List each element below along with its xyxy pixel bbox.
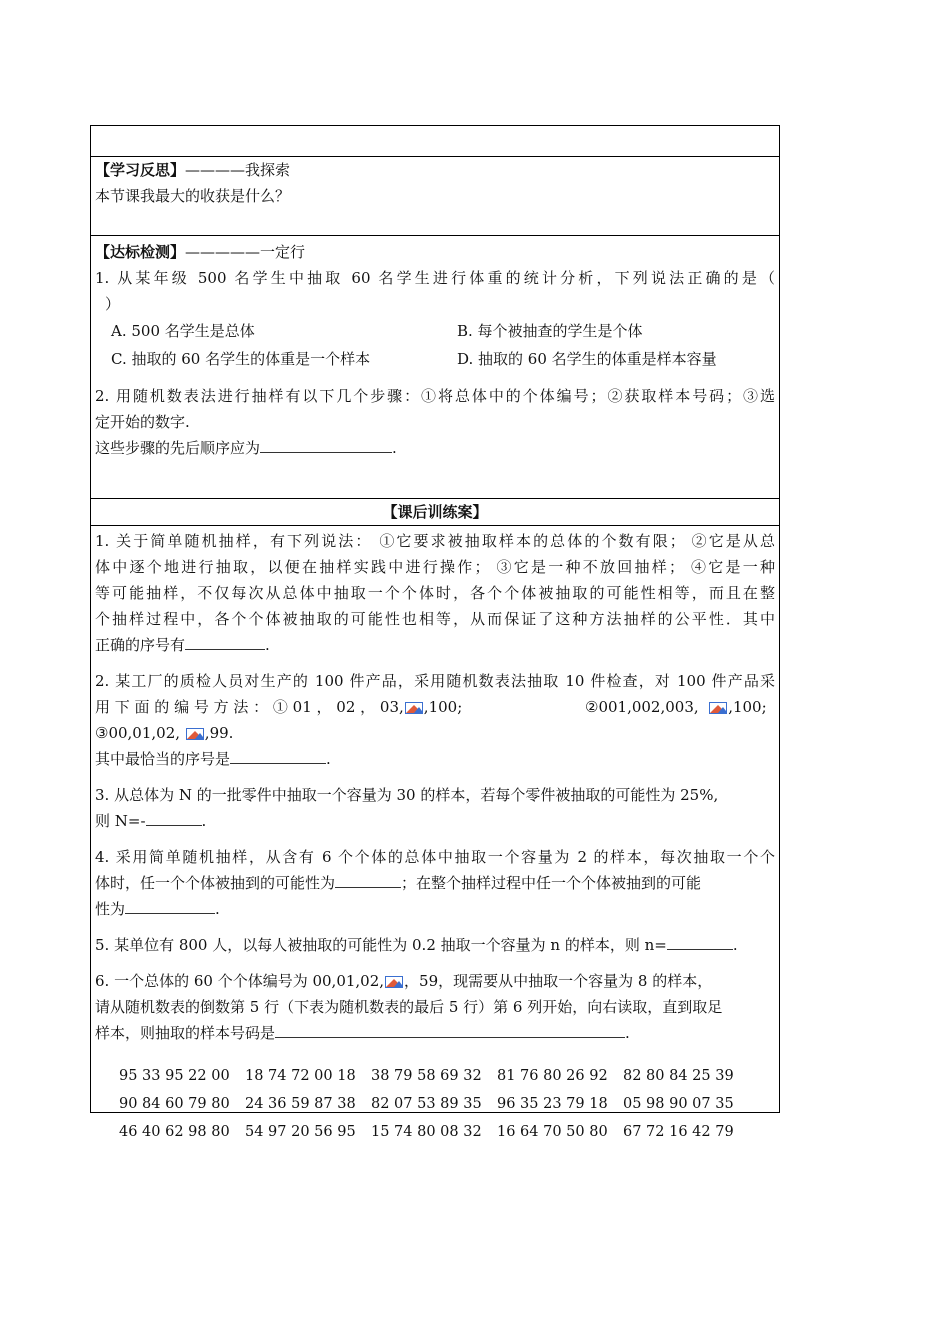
- answer-blank[interactable]: [146, 808, 202, 826]
- period: .: [732, 936, 738, 954]
- hw-q2-line4: 其中最恰当的序号是: [95, 750, 231, 768]
- period: .: [201, 812, 207, 830]
- check-title: 【达标检测】: [95, 243, 186, 261]
- hw-q3-line2: 则 N=-: [95, 812, 146, 830]
- homework-section: [91, 498, 779, 1140]
- digit-group: 95 33 95 22 00: [119, 1068, 230, 1084]
- period: .: [392, 439, 397, 457]
- broken-image-icon: [385, 976, 403, 988]
- digit-group: 67 72 16 42 79: [623, 1124, 734, 1140]
- digit-group: 81 76 80 26 92: [497, 1068, 608, 1084]
- empty-top-row: [91, 126, 779, 156]
- check-q1-line1: 1. 从某年级 500 名学生中抽取 60 名学生进行体重的统计分析，下列说法正确的是（: [95, 269, 775, 287]
- digit-group: 90 84 60 79 80: [119, 1096, 230, 1112]
- check-section: [91, 235, 779, 498]
- digit-group: 18 74 72 00 18: [245, 1068, 356, 1084]
- hw-q2-numbering-3-end: ,99.: [204, 724, 234, 742]
- answer-blank[interactable]: [125, 896, 215, 914]
- digit-group: 82 07 53 89 35: [371, 1096, 482, 1112]
- hw-q1-line4: 个抽样过程中，各个个体被抽取的可能性也相等，从而保证了这种方法抽样的公平性．其中: [95, 610, 775, 628]
- answer-blank[interactable]: [275, 1020, 625, 1038]
- hw-q5-line: 5. 某单位有 800 人，以每人被抽取的可能性为 0.2 抽取一个容量为 n 的样本，则 n=: [95, 936, 667, 954]
- hw-q2-line1: 2. 某工厂的质检人员对生产的 100 件产品，采用随机数表法抽取 10 件检查，对 100 件产品采: [95, 672, 775, 690]
- check-q2-line2: 定开始的数字.: [95, 413, 190, 431]
- hw-q6-line1-end: ，59，现需要从中抽取一个容量为 8 的样本，: [404, 972, 713, 990]
- hw-q4-line3: 性为: [95, 900, 126, 918]
- random-number-row: [119, 1090, 775, 1118]
- broken-image-icon: [405, 702, 423, 714]
- hw-q4-line2-end: ；在整个抽样过程中任一个个体被抽到的可能: [401, 874, 702, 892]
- digit-group: 82 80 84 25 39: [623, 1068, 734, 1084]
- broken-image-icon: [186, 728, 204, 740]
- hw-q1-line3: 等可能抽样，不仅每次从总体中抽取一个个体时，各个个体被抽取的可能性相等，而且在整: [95, 584, 775, 602]
- random-number-table: [95, 1062, 775, 1146]
- hw-q2-numbering-2-end: ,100;: [728, 698, 767, 716]
- hw-q2-numbering-2: ②001,002,003,: [585, 698, 699, 716]
- random-number-row: [119, 1062, 775, 1090]
- digit-group: 24 36 59 87 38: [245, 1096, 356, 1112]
- hw-q2-numbering-1: 用 下 面 的 编 号 方 法 ： ① 01 ， 02 ， 03,: [95, 698, 404, 716]
- answer-blank[interactable]: [667, 932, 733, 950]
- hw-q3-line1: 3. 从总体为 N 的一批零件中抽取一个容量为 30 的样本，若每个零件被抽取的可能性为 25%,: [95, 786, 719, 804]
- hw-q4-line1: 4. 采用简单随机抽样，从含有 6 个个体的总体中抽取一个容量为 2 的样本，每次抽取一个个: [95, 848, 775, 866]
- answer-blank[interactable]: [230, 746, 326, 764]
- hw-q6-line3: 样本，则抽取的样本号码是: [95, 1024, 276, 1042]
- digit-group: 54 97 20 56 95: [245, 1124, 356, 1140]
- digit-group: 96 35 23 79 18: [497, 1096, 608, 1112]
- homework-title: 【课后训练案】: [382, 503, 488, 521]
- answer-blank[interactable]: [335, 870, 401, 888]
- digit-group: 16 64 70 50 80: [497, 1124, 608, 1140]
- digit-group: 46 40 62 98 80: [119, 1124, 230, 1140]
- hw-q4-line2: 体时，任一个个体被抽到的可能性为: [95, 874, 336, 892]
- check-q1-option-a: A. 500 名学生是总体: [111, 322, 255, 340]
- broken-image-icon: [709, 702, 727, 714]
- hw-q1-line5: 正确的序号有: [95, 636, 186, 654]
- hw-q6-line2: 请从随机数表的倒数第 5 行（下表为随机数表的最后 5 行）第 6 列开始，向右读取，直到取足: [95, 998, 723, 1016]
- hw-q1-line2: 体中逐个地进行抽取，以便在抽样实践中进行操作； ③它是一种不放回抽样； ④它是一种: [95, 558, 775, 576]
- check-q1-option-b: B. 每个被抽查的学生是个体: [457, 322, 643, 340]
- digit-group: 05 98 90 07 35: [623, 1096, 734, 1112]
- period: .: [265, 636, 270, 654]
- period: .: [215, 900, 220, 918]
- check-q2-line1: 2. 用随机数表法进行抽样有以下几个步骤：①将总体中的个体编号；②获取样本号码；③选: [95, 387, 775, 405]
- answer-blank[interactable]: [260, 435, 392, 453]
- hw-q6-line1: 6. 一个总体的 60 个个体编号为 00,01,02,: [95, 972, 385, 990]
- period: .: [326, 750, 331, 768]
- reflection-section: [91, 156, 779, 235]
- reflection-title-suffix: ————我探索: [185, 161, 291, 179]
- hw-q2-numbering-1-end: ,100;: [423, 698, 463, 716]
- reflection-prompt: 本节课我最大的收获是什么？: [95, 187, 291, 205]
- reflection-title: 【学习反思】: [95, 161, 186, 179]
- hw-q2-numbering-3: ③00,01,02,: [95, 724, 181, 742]
- period: .: [625, 1024, 630, 1042]
- digit-group: 15 74 80 08 32: [371, 1124, 482, 1140]
- digit-group: 38 79 58 69 32: [371, 1068, 482, 1084]
- check-q1-option-c: C. 抽取的 60 名学生的体重是一个样本: [111, 350, 371, 368]
- check-q1-line2: ）: [105, 295, 121, 313]
- answer-blank[interactable]: [185, 632, 265, 650]
- check-q2-line3: 这些步骤的先后顺序应为: [95, 439, 261, 457]
- check-title-suffix: —————一定行: [185, 243, 306, 261]
- hw-q1-line1: 1. 关于简单随机抽样，有下列说法： ①它要求被抽取样本的总体的个数有限； ②它是从总: [95, 532, 775, 550]
- worksheet-table: [90, 125, 780, 1140]
- random-number-row: [119, 1118, 775, 1146]
- check-q1-option-d: D. 抽取的 60 名学生的体重是样本容量: [457, 350, 717, 368]
